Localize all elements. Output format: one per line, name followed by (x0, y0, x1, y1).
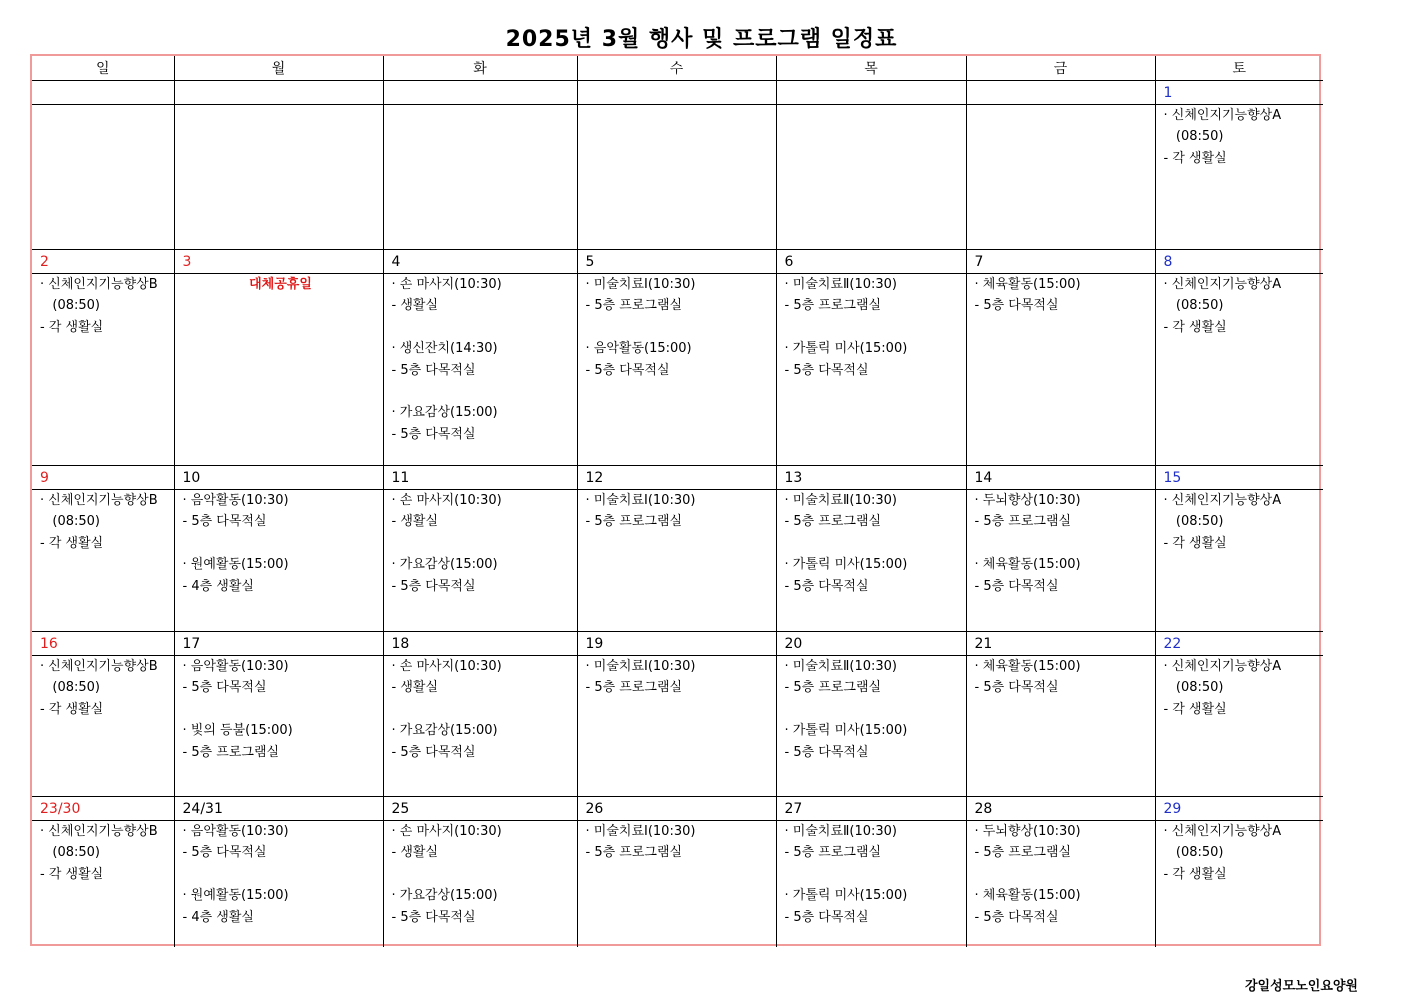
schedule-entry (785, 317, 962, 338)
date-number: 28 (966, 797, 1155, 821)
weekday-header: 수 (577, 56, 776, 81)
day-cell (32, 105, 174, 250)
schedule-entry: · 미술치료Ⅰ(10:30) (585, 493, 696, 508)
date-number (577, 81, 776, 105)
date-number: 4 (383, 250, 577, 274)
schedule-row (32, 656, 1323, 797)
date-number: 29 (1155, 797, 1323, 821)
schedule-row (32, 274, 1323, 466)
day-cell (776, 821, 966, 947)
schedule-entry (785, 699, 962, 720)
schedule-entry: - 5층 다목적실 (974, 578, 1059, 594)
schedule-entry (392, 699, 573, 720)
schedule-entry (586, 317, 772, 338)
schedule-entry: - 각 생활실 (1163, 150, 1227, 166)
schedule-entry: - 5층 다목적실 (974, 680, 1059, 696)
schedule-entry: · 미술치료Ⅱ(10:30) (784, 493, 898, 508)
day-cell (32, 274, 174, 466)
date-number: 26 (577, 797, 776, 821)
schedule-entry: - 생활실 (391, 298, 438, 314)
schedule-entry: - 5층 다목적실 (391, 909, 476, 925)
schedule-entry (392, 317, 573, 338)
date-number: 18 (383, 632, 577, 656)
date-number: 23/30 (32, 797, 174, 821)
schedule-entry: (08:50) (1163, 514, 1224, 530)
schedule-entry: - 5층 다목적실 (182, 514, 267, 530)
weekday-header: 월 (174, 56, 383, 81)
schedule-entry: - 각 생활실 (40, 701, 104, 717)
schedule-entry: (08:50) (40, 845, 101, 861)
schedule-row (32, 490, 1323, 632)
schedule-entry: · 가요감상(15:00) (391, 557, 498, 573)
organization-name: 강일성모노인요양원 (1244, 979, 1358, 994)
schedule-entry: · 신체인지기능향상B (40, 277, 158, 292)
schedule-entry: · 손 마사지(10:30) (391, 493, 502, 508)
day-cell (776, 490, 966, 632)
date-row (32, 81, 1323, 105)
schedule-entry: - 5층 프로그램실 (784, 298, 882, 314)
day-cell (776, 656, 966, 797)
schedule-entry: - 5층 다목적실 (974, 909, 1059, 925)
date-number: 5 (577, 250, 776, 274)
date-number (383, 81, 577, 105)
schedule-entry: - 5층 프로그램실 (585, 514, 683, 530)
schedule-entry: (08:50) (1163, 845, 1224, 861)
day-cell (577, 821, 776, 947)
date-number: 20 (776, 632, 966, 656)
schedule-entry: · 음악활동(10:30) (182, 824, 289, 839)
day-cell (174, 274, 383, 466)
date-number: 2 (32, 250, 174, 274)
schedule-entry: - 5층 프로그램실 (585, 680, 683, 696)
schedule-entry (785, 533, 962, 554)
day-cell (1155, 656, 1323, 797)
schedule-entry (392, 533, 573, 554)
schedule-entry: (08:50) (40, 298, 101, 314)
schedule-entry: - 생활실 (391, 845, 438, 861)
holiday-label: 대체공휴일 (249, 277, 312, 292)
day-cell (966, 656, 1155, 797)
schedule-entry: · 신체인지기능향상B (40, 659, 158, 674)
schedule-entry: - 5층 프로그램실 (974, 845, 1072, 861)
schedule-entry (392, 381, 573, 402)
schedule-entry: · 신체인지기능향상A (1163, 108, 1282, 123)
schedule-entry: · 신체인지기능향상B (40, 493, 158, 508)
schedule-row (32, 821, 1323, 947)
day-cell (1155, 274, 1323, 466)
day-cell (577, 656, 776, 797)
date-number: 1 (1155, 81, 1323, 105)
schedule-entry: · 두뇌향상(10:30) (974, 493, 1081, 508)
schedule-entry: - 4층 생활실 (182, 909, 254, 925)
schedule-entry: · 가톨릭 미사(15:00) (784, 888, 908, 904)
weekday-header: 목 (776, 56, 966, 81)
date-row (32, 250, 1323, 274)
schedule-entry: - 5층 프로그램실 (784, 680, 882, 696)
schedule-entry: (08:50) (1163, 680, 1224, 696)
date-number: 9 (32, 466, 174, 490)
day-cell (32, 821, 174, 947)
schedule-entry: - 각 생활실 (40, 535, 104, 551)
schedule-entry: - 5층 다목적실 (784, 909, 869, 925)
schedule-entry: - 5층 프로그램실 (585, 845, 683, 861)
schedule-entry (975, 864, 1151, 885)
calendar-table (30, 54, 1321, 946)
schedule-entry: · 미술치료Ⅰ(10:30) (585, 277, 696, 292)
schedule-entry: · 신체인지기능향상A (1163, 659, 1282, 674)
schedule-entry (183, 864, 379, 885)
schedule-entry (785, 864, 962, 885)
date-row (32, 632, 1323, 656)
day-cell (966, 821, 1155, 947)
schedule-entry: · 두뇌향상(10:30) (974, 824, 1081, 839)
date-number (966, 81, 1155, 105)
schedule-entry: - 5층 다목적실 (391, 426, 476, 442)
schedule-entry: · 가요감상(15:00) (391, 405, 498, 421)
schedule-entry: · 미술치료Ⅱ(10:30) (784, 277, 898, 292)
schedule-entry: - 5층 다목적실 (974, 298, 1059, 314)
day-cell (174, 490, 383, 632)
schedule-entry: (08:50) (40, 514, 101, 530)
schedule-entry: - 5층 다목적실 (585, 362, 670, 378)
day-cell (174, 105, 383, 250)
date-number (174, 81, 383, 105)
day-cell (383, 656, 577, 797)
page-title: 2025년 3월 행사 및 프로그램 일정표 (505, 27, 898, 52)
schedule-entry: · 가톨릭 미사(15:00) (784, 557, 908, 573)
weekday-header: 화 (383, 56, 577, 81)
schedule-entry: · 가요감상(15:00) (391, 723, 498, 739)
schedule-entry: · 체육활동(15:00) (974, 277, 1081, 292)
schedule-entry: - 5층 프로그램실 (585, 298, 683, 314)
weekday-header: 일 (32, 56, 174, 81)
day-cell (174, 821, 383, 947)
schedule-entry: · 체육활동(15:00) (974, 888, 1081, 904)
date-number: 3 (174, 250, 383, 274)
schedule-entry: - 5층 프로그램실 (182, 744, 280, 760)
schedule-entry: (08:50) (1163, 298, 1224, 314)
date-number: 6 (776, 250, 966, 274)
date-number: 13 (776, 466, 966, 490)
schedule-entry: - 5층 프로그램실 (974, 514, 1072, 530)
day-cell (966, 105, 1155, 250)
weekday-header: 토 (1155, 56, 1323, 81)
schedule-entry: - 생활실 (391, 680, 438, 696)
date-number: 19 (577, 632, 776, 656)
day-cell (1155, 821, 1323, 947)
schedule-row (32, 105, 1323, 250)
date-number: 15 (1155, 466, 1323, 490)
schedule-entry: · 미술치료Ⅰ(10:30) (585, 824, 696, 839)
date-number: 24/31 (174, 797, 383, 821)
schedule-entry: (08:50) (1163, 129, 1224, 145)
schedule-entry: · 신체인지기능향상A (1163, 277, 1282, 292)
schedule-entry: - 각 생활실 (1163, 535, 1227, 551)
schedule-entry: · 음악활동(15:00) (585, 341, 692, 357)
day-cell (577, 105, 776, 250)
day-cell (1155, 105, 1323, 250)
schedule-entry: · 신체인지기능향상A (1163, 493, 1282, 508)
day-cell (577, 490, 776, 632)
schedule-entry: - 각 생활실 (1163, 319, 1227, 335)
day-cell (776, 274, 966, 466)
schedule-entry: - 각 생활실 (1163, 701, 1227, 717)
day-cell (32, 656, 174, 797)
day-cell (1155, 490, 1323, 632)
schedule-entry: · 체육활동(15:00) (974, 659, 1081, 674)
date-number: 8 (1155, 250, 1323, 274)
schedule-entry: - 각 생활실 (40, 319, 104, 335)
schedule-entry: · 손 마사지(10:30) (391, 824, 502, 839)
date-number (32, 81, 174, 105)
schedule-entry: - 생활실 (391, 514, 438, 530)
schedule-entry: - 5층 다목적실 (784, 362, 869, 378)
date-row (32, 466, 1323, 490)
date-number: 16 (32, 632, 174, 656)
schedule-entry: - 각 생활실 (40, 866, 104, 882)
schedule-entry: (08:50) (40, 680, 101, 696)
date-number: 17 (174, 632, 383, 656)
schedule-entry: · 생신잔치(14:30) (391, 341, 498, 357)
schedule-entry (975, 533, 1151, 554)
date-row (32, 797, 1323, 821)
day-cell (383, 274, 577, 466)
schedule-entry: - 각 생활실 (1163, 866, 1227, 882)
schedule-entry: - 5층 다목적실 (784, 744, 869, 760)
day-cell (383, 105, 577, 250)
date-number: 14 (966, 466, 1155, 490)
day-cell (174, 656, 383, 797)
schedule-entry: - 5층 프로그램실 (784, 845, 882, 861)
schedule-entry: · 신체인지기능향상B (40, 824, 158, 839)
day-cell (966, 490, 1155, 632)
schedule-entry: - 5층 다목적실 (391, 578, 476, 594)
schedule-entry: · 손 마사지(10:30) (391, 659, 502, 674)
schedule-entry: · 가톨릭 미사(15:00) (784, 341, 908, 357)
schedule-entry: - 5층 다목적실 (182, 845, 267, 861)
day-cell (32, 490, 174, 632)
schedule-entry: - 5층 다목적실 (182, 680, 267, 696)
schedule-entry: · 미술치료Ⅰ(10:30) (585, 659, 696, 674)
weekday-header-row (32, 56, 1323, 81)
day-cell (383, 821, 577, 947)
schedule-entry: · 빛의 등불(15:00) (182, 723, 293, 739)
schedule-entry: · 가요감상(15:00) (391, 888, 498, 904)
schedule-entry: - 5층 다목적실 (784, 578, 869, 594)
schedule-entry: · 미술치료Ⅱ(10:30) (784, 824, 898, 839)
date-number: 7 (966, 250, 1155, 274)
date-number: 10 (174, 466, 383, 490)
weekday-header: 금 (966, 56, 1155, 81)
schedule-entry: · 원예활동(15:00) (182, 888, 289, 904)
schedule-entry: · 음악활동(10:30) (182, 493, 289, 508)
date-number: 22 (1155, 632, 1323, 656)
date-number: 11 (383, 466, 577, 490)
schedule-entry: · 미술치료Ⅱ(10:30) (784, 659, 898, 674)
schedule-entry: - 4층 생활실 (182, 578, 254, 594)
day-cell (383, 490, 577, 632)
date-number: 25 (383, 797, 577, 821)
date-number: 12 (577, 466, 776, 490)
schedule-entry: · 신체인지기능향상A (1163, 824, 1282, 839)
schedule-entry: - 5층 다목적실 (391, 744, 476, 760)
day-cell (966, 274, 1155, 466)
schedule-entry: · 가톨릭 미사(15:00) (784, 723, 908, 739)
schedule-entry (183, 699, 379, 720)
schedule-entry: · 손 마사지(10:30) (391, 277, 502, 292)
schedule-entry: - 5층 프로그램실 (784, 514, 882, 530)
date-number (776, 81, 966, 105)
date-number: 27 (776, 797, 966, 821)
day-cell (577, 274, 776, 466)
schedule-entry (183, 533, 379, 554)
schedule-entry (392, 864, 573, 885)
date-number: 21 (966, 632, 1155, 656)
schedule-entry: · 원예활동(15:00) (182, 557, 289, 573)
schedule-entry: · 체육활동(15:00) (974, 557, 1081, 573)
schedule-entry: - 5층 다목적실 (391, 362, 476, 378)
schedule-entry: · 음악활동(10:30) (182, 659, 289, 674)
day-cell (776, 105, 966, 250)
